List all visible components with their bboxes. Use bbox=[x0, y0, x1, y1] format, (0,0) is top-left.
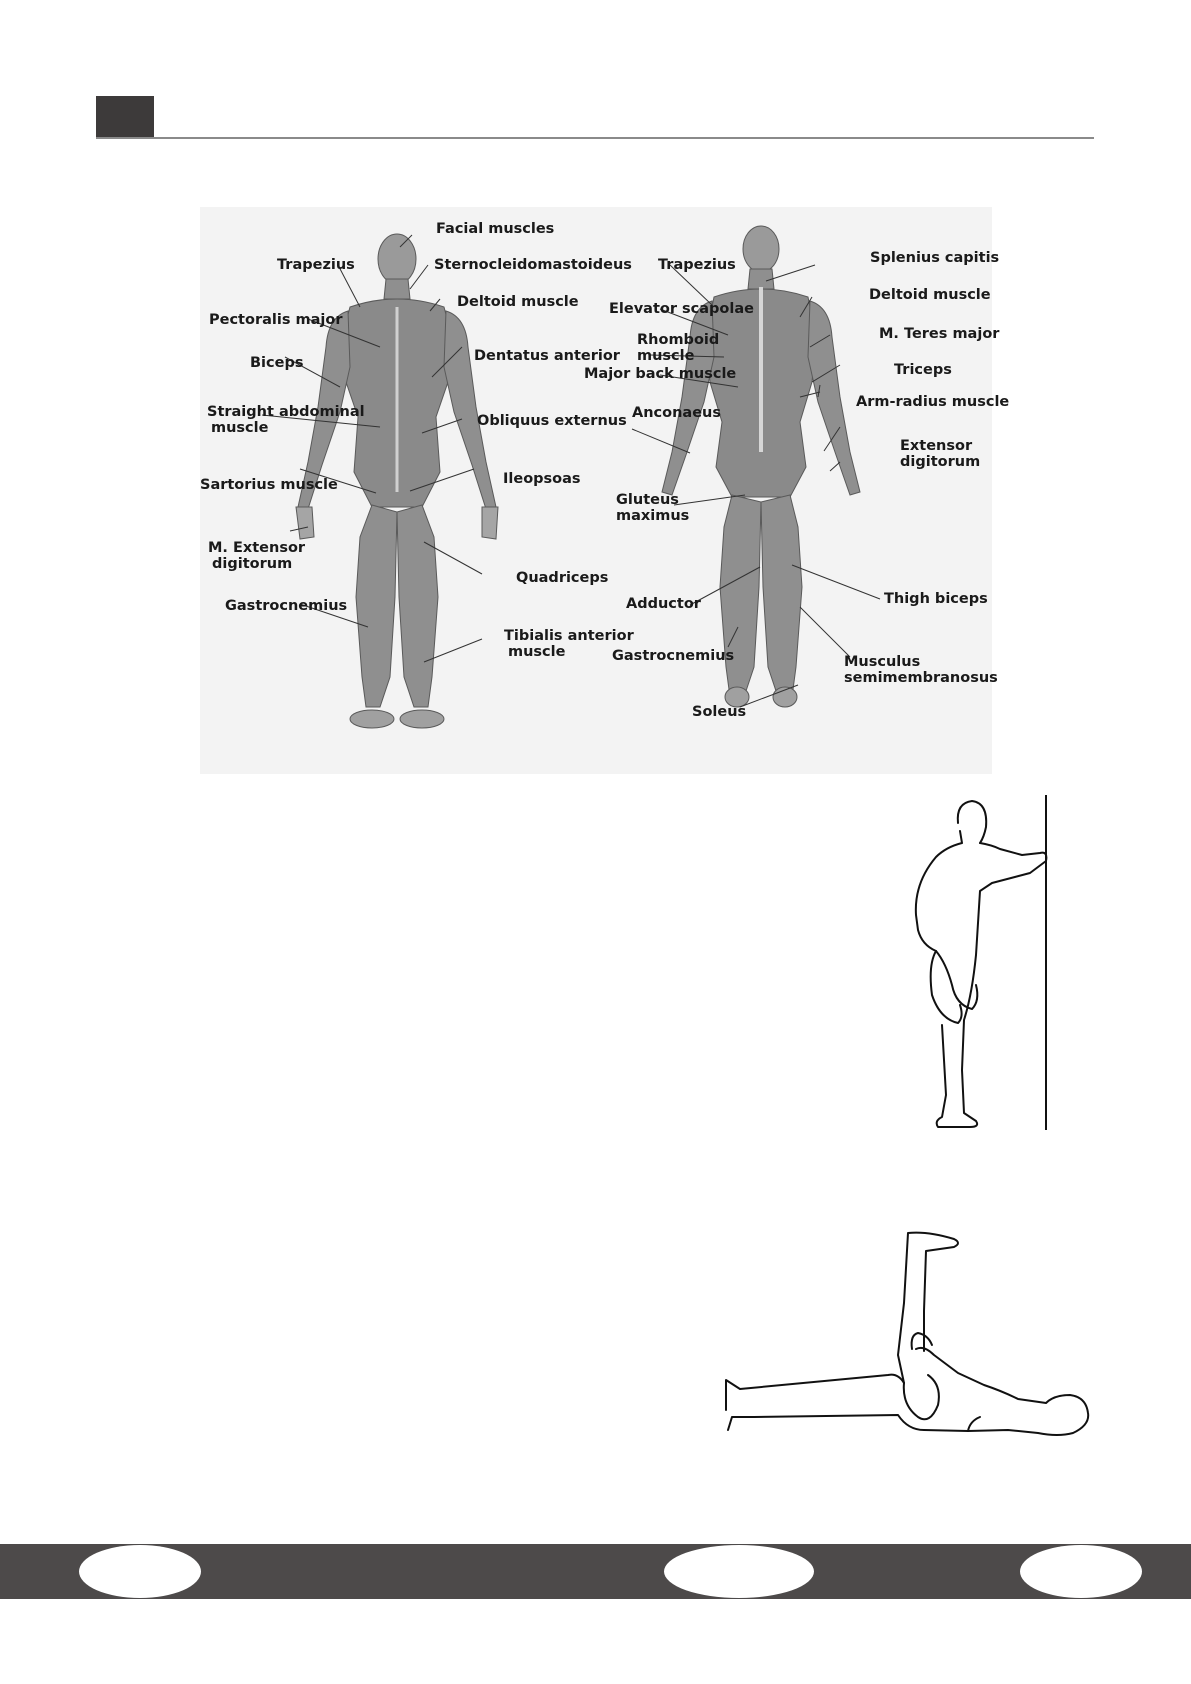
label-anconaeus: Anconaeus bbox=[632, 405, 721, 421]
label-elevator-scapolae: Elevator scapolae bbox=[609, 301, 754, 317]
footer-right-badge bbox=[1020, 1545, 1142, 1598]
label-thigh-biceps: Thigh biceps bbox=[884, 591, 988, 607]
label-musculus-2: semimembranosus bbox=[844, 670, 998, 686]
label-facial-muscles: Facial muscles bbox=[436, 221, 555, 237]
label-gluteus-2: maximus bbox=[616, 508, 690, 524]
label-sternocleidomastoideus: Sternocleidomastoideus bbox=[434, 257, 632, 273]
label-deltoid-back: Deltoid muscle bbox=[869, 287, 991, 303]
label-straight-abdominal-1: Straight abdominal bbox=[207, 404, 365, 420]
back-body-figure bbox=[662, 226, 860, 707]
label-m-extensor-2: digitorum bbox=[212, 556, 293, 572]
label-ileopsoas: Ileopsoas bbox=[503, 471, 581, 487]
section-header-block bbox=[96, 96, 154, 138]
anatomy-illustration bbox=[200, 207, 1010, 774]
label-rhomboid-2: muscle bbox=[637, 348, 695, 364]
footer-page-number-badge bbox=[79, 1545, 201, 1598]
standing-quad-stretch-illustration bbox=[880, 795, 1060, 1140]
label-rhomboid-1: Rhomboid bbox=[637, 332, 720, 348]
label-straight-abdominal-2: muscle bbox=[211, 420, 269, 436]
label-deltoid-front: Deltoid muscle bbox=[457, 294, 579, 310]
label-trapezius-front: Trapezius bbox=[277, 257, 355, 273]
lying-hamstring-stretch-illustration bbox=[718, 1225, 1098, 1450]
label-extensor-2: digitorum bbox=[900, 454, 981, 470]
label-sartorius-muscle: Sartorius muscle bbox=[200, 477, 338, 493]
label-adductor: Adductor bbox=[626, 596, 701, 612]
label-pectoralis-major: Pectoralis major bbox=[209, 312, 343, 328]
label-soleus: Soleus bbox=[692, 704, 747, 720]
label-extensor-1: Extensor bbox=[900, 438, 973, 454]
label-tibialis-anterior-1: Tibialis anterior bbox=[504, 628, 634, 644]
label-trapezius-back: Trapezius bbox=[658, 257, 736, 273]
label-major-back-muscle: Major back muscle bbox=[584, 366, 737, 382]
label-gastrocnemius-back: Gastrocnemius bbox=[612, 648, 735, 664]
footer-center-badge bbox=[664, 1545, 814, 1598]
label-gluteus-1: Gluteus bbox=[616, 492, 679, 508]
label-dentatus-anterior: Dentatus anterior bbox=[474, 348, 620, 364]
label-teres-major: M. Teres major bbox=[879, 326, 1000, 342]
footer-bar bbox=[0, 1544, 1191, 1599]
label-biceps: Biceps bbox=[250, 355, 304, 371]
label-gastrocnemius-front: Gastrocnemius bbox=[225, 598, 348, 614]
label-m-extensor-1: M. Extensor bbox=[208, 540, 306, 556]
label-obliquus-externus: Obliquus externus bbox=[477, 413, 627, 429]
label-arm-radius-muscle: Arm-radius muscle bbox=[856, 394, 1010, 410]
label-triceps: Triceps bbox=[894, 362, 952, 378]
label-musculus-1: Musculus bbox=[844, 654, 921, 670]
label-quadriceps: Quadriceps bbox=[516, 570, 609, 586]
label-splenius-capitis: Splenius capitis bbox=[870, 250, 1000, 266]
header-rule bbox=[96, 137, 1094, 139]
label-tibialis-anterior-2: muscle bbox=[508, 644, 566, 660]
